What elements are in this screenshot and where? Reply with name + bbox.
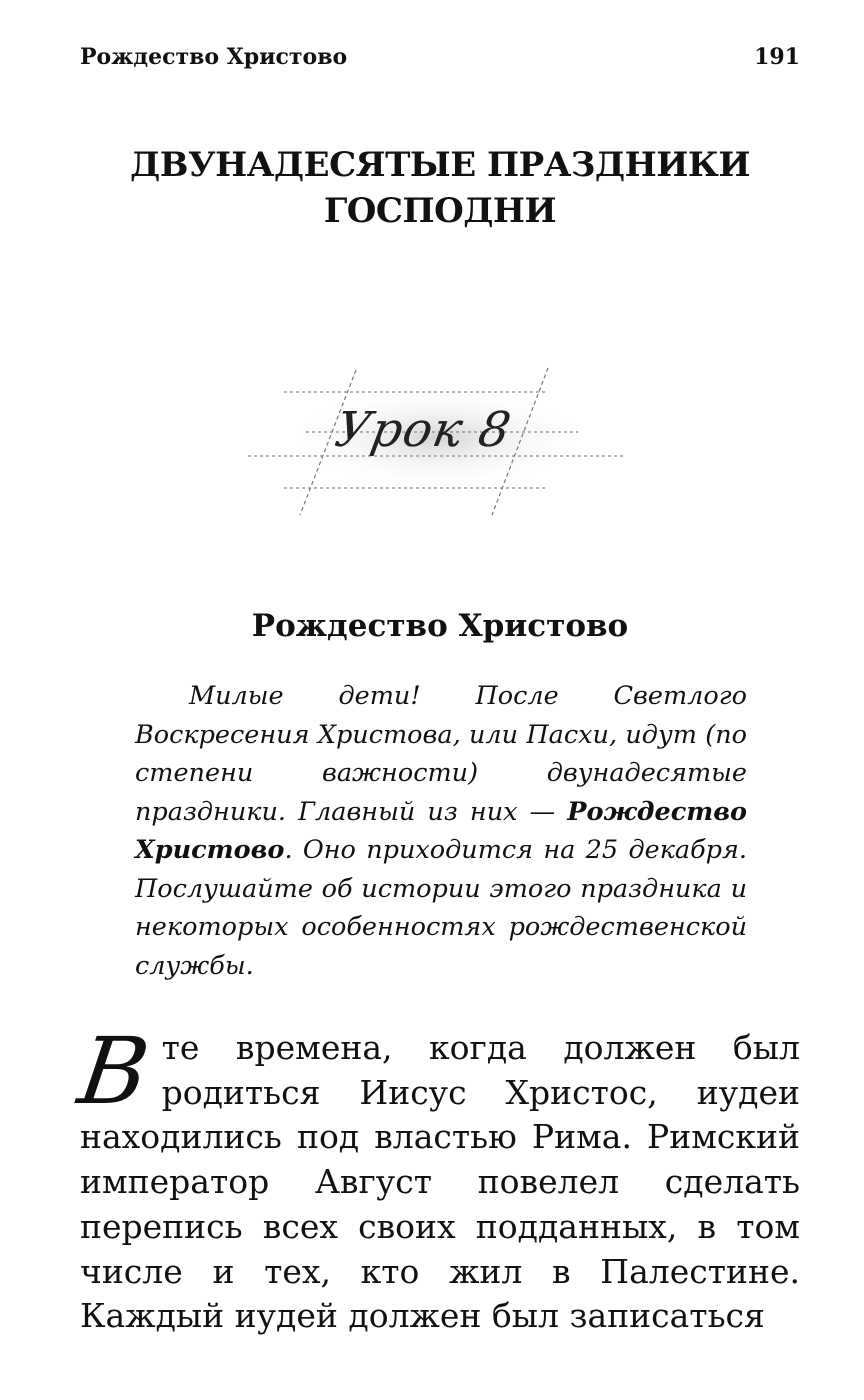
intro-text-end: . Оно приходится на 25 декабря. Послушайте об истории этого праздника и некоторых особенностях рождественской службы.	[135, 835, 747, 981]
chapter-title-line-1: ДВУНАДЕСЯТЫЕ ПРАЗДНИКИ	[130, 145, 750, 185]
running-title: Рождество Христово	[80, 44, 348, 70]
running-head	[80, 44, 800, 76]
lesson-label: Урок 8	[331, 402, 516, 458]
section-title: Рождество Христово	[251, 608, 629, 644]
lesson-badge	[248, 360, 628, 520]
body-text: те времена, когда должен был родиться Иисус Христос, иудеи находились под властью Рима. Римский император Август повелел сделать перепись всех своих подданных, в том числе и тех, кто жил в Палестине. Каждый иудей должен был записаться	[80, 1028, 800, 1336]
chapter-title	[80, 142, 800, 234]
intro-paragraph	[135, 677, 747, 985]
chapter-title-line-2: ГОСПОДНИ	[323, 191, 557, 231]
body-paragraph	[72, 1018, 800, 1339]
intro-bold-term: Рождество Христово	[135, 796, 747, 865]
intro-text-start: Милые дети! После Светлого Воскресения Христова, или Пасхи, идут (по степени важности) двунадесятые праздники. Главный из них —	[135, 681, 747, 827]
drop-cap: В	[72, 1018, 156, 1125]
page-number: 191	[754, 44, 800, 70]
